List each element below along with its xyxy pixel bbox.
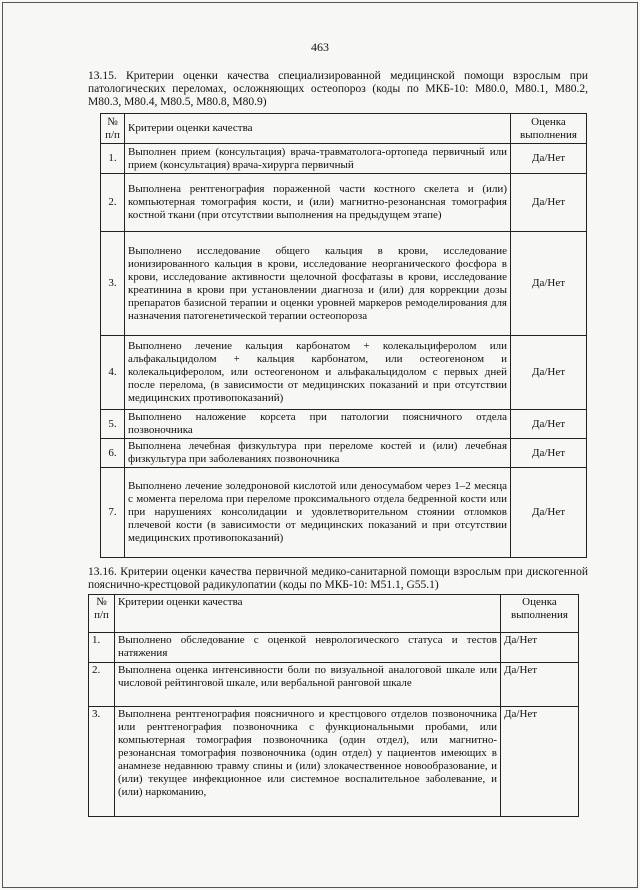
row-criteria: Выполнена рентгенография пораженной части костного скелета и (или) компьютерная томография кости, и (или) магнитно-резонансная томография костной ткани (при отсутствии выполнения на предыдущем этапе) bbox=[125, 174, 511, 232]
row-criteria: Выполнена рентгенография поясничного и крестцового отделов позвоночника или рентгенография позвоночника с функциональными пробами, или компьютерная томография позвоночника (один отдел), или магнитно-резонансная томография позвоночника (один отдел) у пациентов имеющих в анамнезе недавнюю травму спины и (или) злокачественное новообразование, и (или) текущее инфекционное или системное воспалительное заболевание, и (или) наркоманию, bbox=[115, 707, 501, 817]
row-num: 7. bbox=[101, 468, 125, 558]
row-num: 5. bbox=[101, 410, 125, 439]
page-number: 463 bbox=[311, 40, 329, 54]
table-row bbox=[101, 174, 587, 232]
table-row bbox=[101, 232, 587, 336]
row-grade: Да/Нет bbox=[511, 232, 587, 336]
section-title-13-16: 13.16. Критерии оценки качества первичной медико-санитарной помощи взрослым при дискогенной пояснично-крестцовой радикулопатии (коды по МКБ-10: M51.1, G55.1) bbox=[88, 566, 588, 591]
header-num: № п/п bbox=[101, 114, 125, 144]
row-grade: Да/Нет bbox=[501, 707, 579, 817]
header-num: № п/п bbox=[89, 595, 115, 633]
table-row bbox=[89, 707, 579, 817]
header-criteria: Критерии оценки качества bbox=[125, 114, 511, 144]
row-grade: Да/Нет bbox=[511, 174, 587, 232]
table-row bbox=[101, 144, 587, 174]
row-num: 1. bbox=[101, 144, 125, 174]
header-grade: Оценка выполнения bbox=[511, 114, 587, 144]
row-criteria: Выполнено наложение корсета при патологии поясничного отдела позвоночника bbox=[125, 410, 511, 439]
table-row bbox=[101, 336, 587, 410]
row-num: 1. bbox=[89, 633, 115, 663]
row-grade: Да/Нет bbox=[511, 468, 587, 558]
row-num: 6. bbox=[101, 439, 125, 468]
row-num: 2. bbox=[101, 174, 125, 232]
table-row bbox=[89, 633, 579, 663]
row-criteria: Выполнена лечебная физкультура при переломе костей и (или) лечебная физкультура при заболеваниях позвоночника bbox=[125, 439, 511, 468]
table-row bbox=[101, 410, 587, 439]
row-criteria: Выполнено лечение золедроновой кислотой или деносумабом через 1–2 месяца с момента перелома при переломе проксимального отдела бедренной кости или при нарушениях консолидации и удовлетворительном стоянии отломков плечевой кости (в зависимости от медицинских показаний и при отсутствии медицинских противопоказаний) bbox=[125, 468, 511, 558]
row-grade: Да/Нет bbox=[511, 144, 587, 174]
row-num: 3. bbox=[101, 232, 125, 336]
header-criteria: Критерии оценки качества bbox=[115, 595, 501, 633]
row-criteria: Выполнено исследование общего кальция в крови, исследование ионизированного кальция в крови, исследование неорганического фосфора в крови, исследование активности щелочной фосфатазы в крови, исследование креатинина в крови при установлении диагноза и (или) для коррекции дозы препаратов базисной терапии и оценки уровней маркеров ремоделирования для назначения патогенетической терапии остеопороза bbox=[125, 232, 511, 336]
row-grade: Да/Нет bbox=[511, 410, 587, 439]
criteria-table-13-15 bbox=[100, 113, 587, 558]
row-criteria: Выполнен прием (консультация) врача-травматолога-ортопеда первичный или прием (консультация) врача-хирурга первичный bbox=[125, 144, 511, 174]
row-grade: Да/Нет bbox=[501, 633, 579, 663]
row-num: 4. bbox=[101, 336, 125, 410]
table-row bbox=[101, 439, 587, 468]
row-num: 2. bbox=[89, 663, 115, 707]
header-grade: Оценка выполнения bbox=[501, 595, 579, 633]
table-header-row bbox=[89, 595, 579, 633]
row-grade: Да/Нет bbox=[511, 336, 587, 410]
row-grade: Да/Нет bbox=[501, 663, 579, 707]
table-row bbox=[89, 663, 579, 707]
row-criteria: Выполнено лечение кальция карбонатом + колекальциферолом или альфакальцидолом + кальция карбонатом, или остеогеноном и колекальциферолом, или остеогеноном и альфакальцидолом с первых дней после перелома, (в зависимости от медицинских показаний и при отсутствии медицинских противопоказаний) bbox=[125, 336, 511, 410]
table-row bbox=[101, 468, 587, 558]
row-criteria: Выполнена оценка интенсивности боли по визуальной аналоговой шкале или числовой рейтинговой шкале, или вербальной ранговой шкале bbox=[115, 663, 501, 707]
section-title-13-15: 13.15. Критерии оценки качества специализированной медицинской помощи взрослым при патологических переломах, осложняющих остеопороз (коды по МКБ-10: M80.0, M80.1, M80.2, M80.3, M80.4, M80.5, M80.8, M80.9) bbox=[88, 70, 588, 108]
table-header-row bbox=[101, 114, 587, 144]
row-num: 3. bbox=[89, 707, 115, 817]
criteria-table-13-16 bbox=[88, 594, 579, 817]
row-criteria: Выполнено обследование с оценкой неврологического статуса и тестов натяжения bbox=[115, 633, 501, 663]
row-grade: Да/Нет bbox=[511, 439, 587, 468]
